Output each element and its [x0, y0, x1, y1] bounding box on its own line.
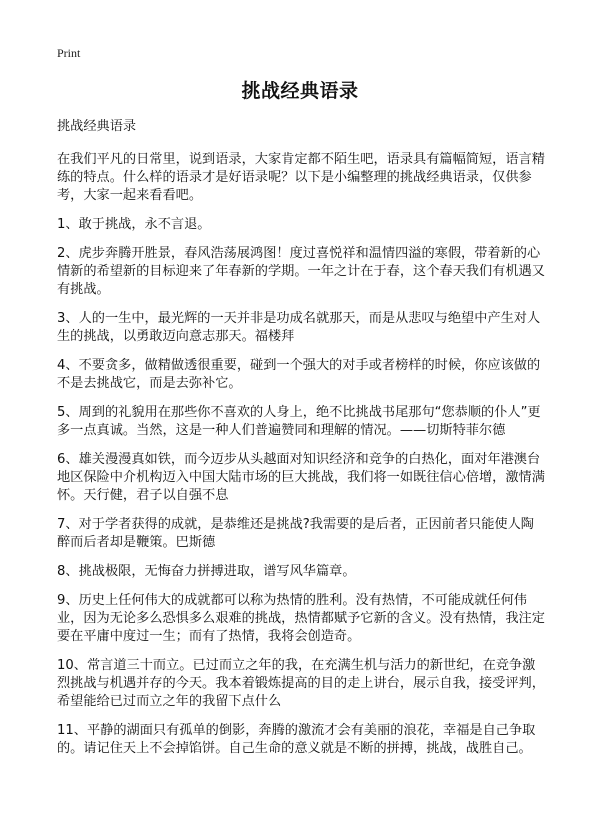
quote-item-10: 10、常言道三十而立。已过而立之年的我，在充满生机与活力的新世纪，在竞争激烈挑战与机遇并存的今天。我本着锻炼提高的目的走上讲台，展示自我，接受评判，希望能给已过而立之年的我留下点什么 — [57, 658, 545, 709]
quote-item-7: 7、对于学者获得的成就，是恭维还是挑战?我需要的是后者，正因前者只能使人陶醉而后者却是鞭策。巴斯德 — [57, 517, 534, 550]
quote-item-2: 2、虎步奔腾开胜景，春风浩荡展鸿图！度过喜悦祥和温情四溢的寒假，带着新的心情新的希望新的目标迎来了年春新的学期。一年之计在于春，这个春天我们有机遇又有挑战。 — [57, 246, 545, 297]
quote-item-6: 6、雄关漫漫真如铁，而今迈步从头越面对知识经济和竞争的白热化，面对年港澳台地区保险中介机构迈入中国大陆市场的巨大挑战，我们将一如既往信心倍增，激情满怀。天行健，君子以自强不息 — [57, 452, 545, 503]
quote-item-1: 1、敢于挑战，永不言退。 — [57, 217, 211, 232]
quote-item-9: 9、历史上任何伟大的成就都可以称为热情的胜利。没有热情，不可能成就任何伟业，因为无论多么恐惧多么艰难的挑战，热情都赋予它新的含义。没有热情，我注定要在平庸中度过一生；而有了热情，我将会创造奇。 — [57, 593, 545, 644]
quote-item-11: 11、平静的湖面只有孤单的倒影，奔腾的激流才会有美丽的浪花，幸福是自己争取的。请记住天上不会掉馅饼。自己生命的意义就是不断的拼搏，挑战，战胜自己。 — [57, 723, 536, 756]
quote-item-4: 4、不要贪多，做精做透很重要，碰到一个强大的对手或者榜样的时候，你应该做的不是去挑战它，而是去弥补它。 — [57, 358, 541, 391]
article-body — [57, 118, 547, 769]
quote-item-8: 8、挑战极限，无悔奋力拼搏进取，谱写风华篇章。 — [57, 564, 356, 579]
print-link[interactable]: Print — [57, 46, 81, 60]
quote-item-3: 3、人的一生中，最光辉的一天并非是功成名就那天，而是从悲叹与绝望中产生对人生的挑战，以勇敢迈向意志那天。福楼拜 — [57, 311, 541, 344]
page-title: 挑战经典语录 — [241, 80, 359, 102]
quote-item-5: 5、周到的礼貌用在那些你不喜欢的人身上，绝不比挑战书尾那句“您恭顺的仆人”更多一点真诚。当然，这是一种人们普遍赞同和理解的情况。——切斯特菲尔德 — [57, 405, 541, 438]
article-subtitle: 挑战经典语录 — [57, 119, 137, 134]
article-intro: 在我们平凡的日常里，说到语录，大家肯定都不陌生吧，语录具有篇幅简短，语言精练的特点。什么样的语录才是好语录呢？以下是小编整理的挑战经典语录，仅供参考，大家一起来看看吧。 — [57, 152, 545, 203]
